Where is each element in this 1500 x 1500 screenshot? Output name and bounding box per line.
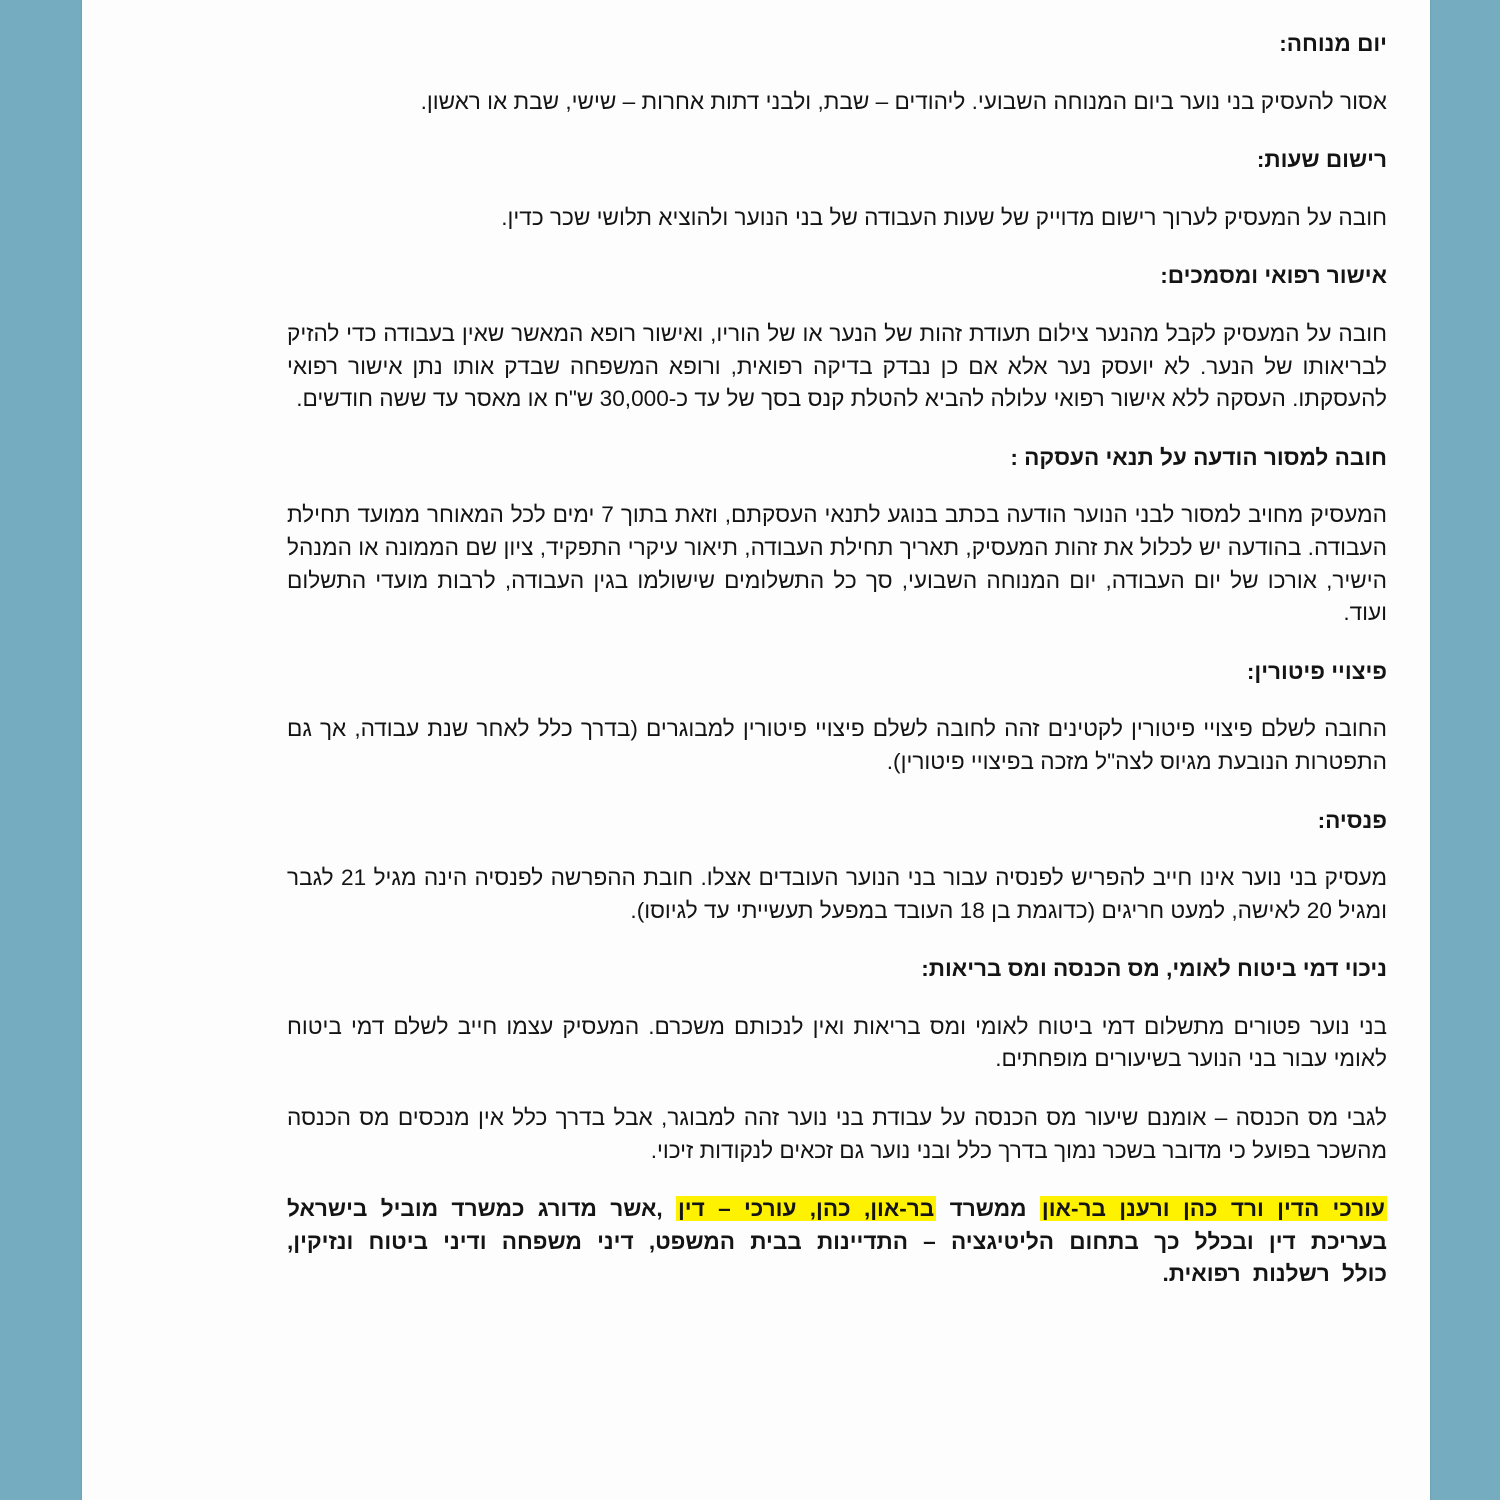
section-paragraph: החובה לשלם פיצויי פיטורין לקטינים זהה לחובה לשלם פיצויי פיטורין למבוגרים (בדרך כלל לאחר שנת עבודה, אך גם התפטרות הנובעת מגיוס לצה"ל מזכה בפיצויי פיטורין). [287, 716, 1387, 774]
section-paragraph: לגבי מס הכנסה – אומנם שיעור מס הכנסה על עבודת בני נוער זהה למבוגר, אבל בדרך כלל אין מנכסים מס הכנסה מהשכר בפועל כי מדובר בשכר נמוך בדרך כלל ובני נוער גם זכאים לנקודות זיכוי. [287, 1105, 1387, 1163]
section-employment-notice [287, 442, 1387, 630]
section-heading: פנסיה: [1317, 807, 1387, 833]
section-pension [287, 805, 1387, 928]
document-content [287, 28, 1387, 1291]
closing-text-rest: ,אשר מדורג כמשרד מוביל בישראל בעריכת דין ובכלל כך בתחום הליטיגציה – התדיינות בבית המשפט, דיני משפחה ודיני ביטוח ונזיקין, כולל רשלנות רפואית. [287, 1196, 1387, 1287]
document-page [82, 0, 1430, 1500]
section-severance [287, 656, 1387, 779]
section-heading: ניכוי דמי ביטוח לאומי, מס הכנסה ומס בריאות: [921, 956, 1387, 982]
closing-paragraph [287, 1193, 1387, 1291]
section-deductions [287, 953, 1387, 1167]
section-heading: פיצויי פיטורין: [1246, 658, 1387, 684]
section-paragraph: חובה על המעסיק לערוך רישום מדוייק של שעות העבודה של בני הנוער ולהוציא תלושי שכר כדין. [501, 204, 1387, 230]
closing-text-middle: ממשרד [936, 1196, 1040, 1222]
section-paragraph: אסור להעסיק בני נוער ביום המנוחה השבועי. ליהודים – שבת, ולבני דתות אחרות – שישי, שבת או ראשון. [420, 88, 1387, 114]
section-rest-day [287, 28, 1387, 118]
highlight-lawyer-names: עורכי הדין ורד כהן ורענן בר-און [1041, 1196, 1385, 1222]
section-heading: יום מנוחה: [1279, 31, 1387, 56]
section-heading: חובה למסור הודעה על תנאי העסקה : [1010, 444, 1387, 470]
section-heading: רישום שעות: [1256, 147, 1387, 173]
section-heading: אישור רפואי ומסמכים: [1160, 263, 1387, 289]
section-paragraph: המעסיק מחויב למסור לבני הנוער הודעה בכתב בנוגע לתנאי העסקתם, וזאת בתוך 7 ימים לכל המאוחר ממועד תחילת העבודה. בהודעה יש לכלול את זהות המעסיק, תאריך תחילת העבודה, תיאור עיקרי התפקיד, ציון שם הממונה או המנהל הישיר, אורכו של יום העבודה, יום המנוחה השבועי, סך כל התשלומים שישולמו בגין העבודה, לרבות מועדי התשלום ועוד. [287, 502, 1387, 626]
section-hours-record [287, 144, 1387, 234]
highlight-firm-name: בר-און, כהן, עורכי – דין [677, 1196, 935, 1222]
section-paragraph: חובה על המעסיק לקבל מהנער צילום תעודת זהות של הנער או של הוריו, ואישור רופא המאשר שאין בעבודה כדי להזיק לבריאותו של הנער. לא יועסק נער אלא אם כן נבדק בדיקה רפואית, ורופא המשפחה שבדק אותו נתן אישור רפואי להעסקתו. העסקה ללא אישור רפואי עלולה להביא להטלת קנס בסך של עד כ-30,000 ש"ח או מאסר עד ששה חודשים. [287, 320, 1387, 412]
section-medical-approval [287, 260, 1387, 415]
section-paragraph: מעסיק בני נוער אינו חייב להפריש לפנסיה עבור בני הנוער העובדים אצלו. חובת ההפרשה לפנסיה הינה מגיל 21 לגבר ומגיל 20 לאישה, למעט חריגים (כדוגמת בן 18 העובד במפעל תעשייתי עד לגיוסו). [287, 865, 1388, 923]
section-paragraph: בני נוער פטורים מתשלום דמי ביטוח לאומי ומס בריאות ואין לנכותם משכרם. המעסיק עצמו חייב לשלם דמי ביטוח לאומי עבור בני הנוער בשיעורים מופחתים. [287, 1013, 1387, 1072]
